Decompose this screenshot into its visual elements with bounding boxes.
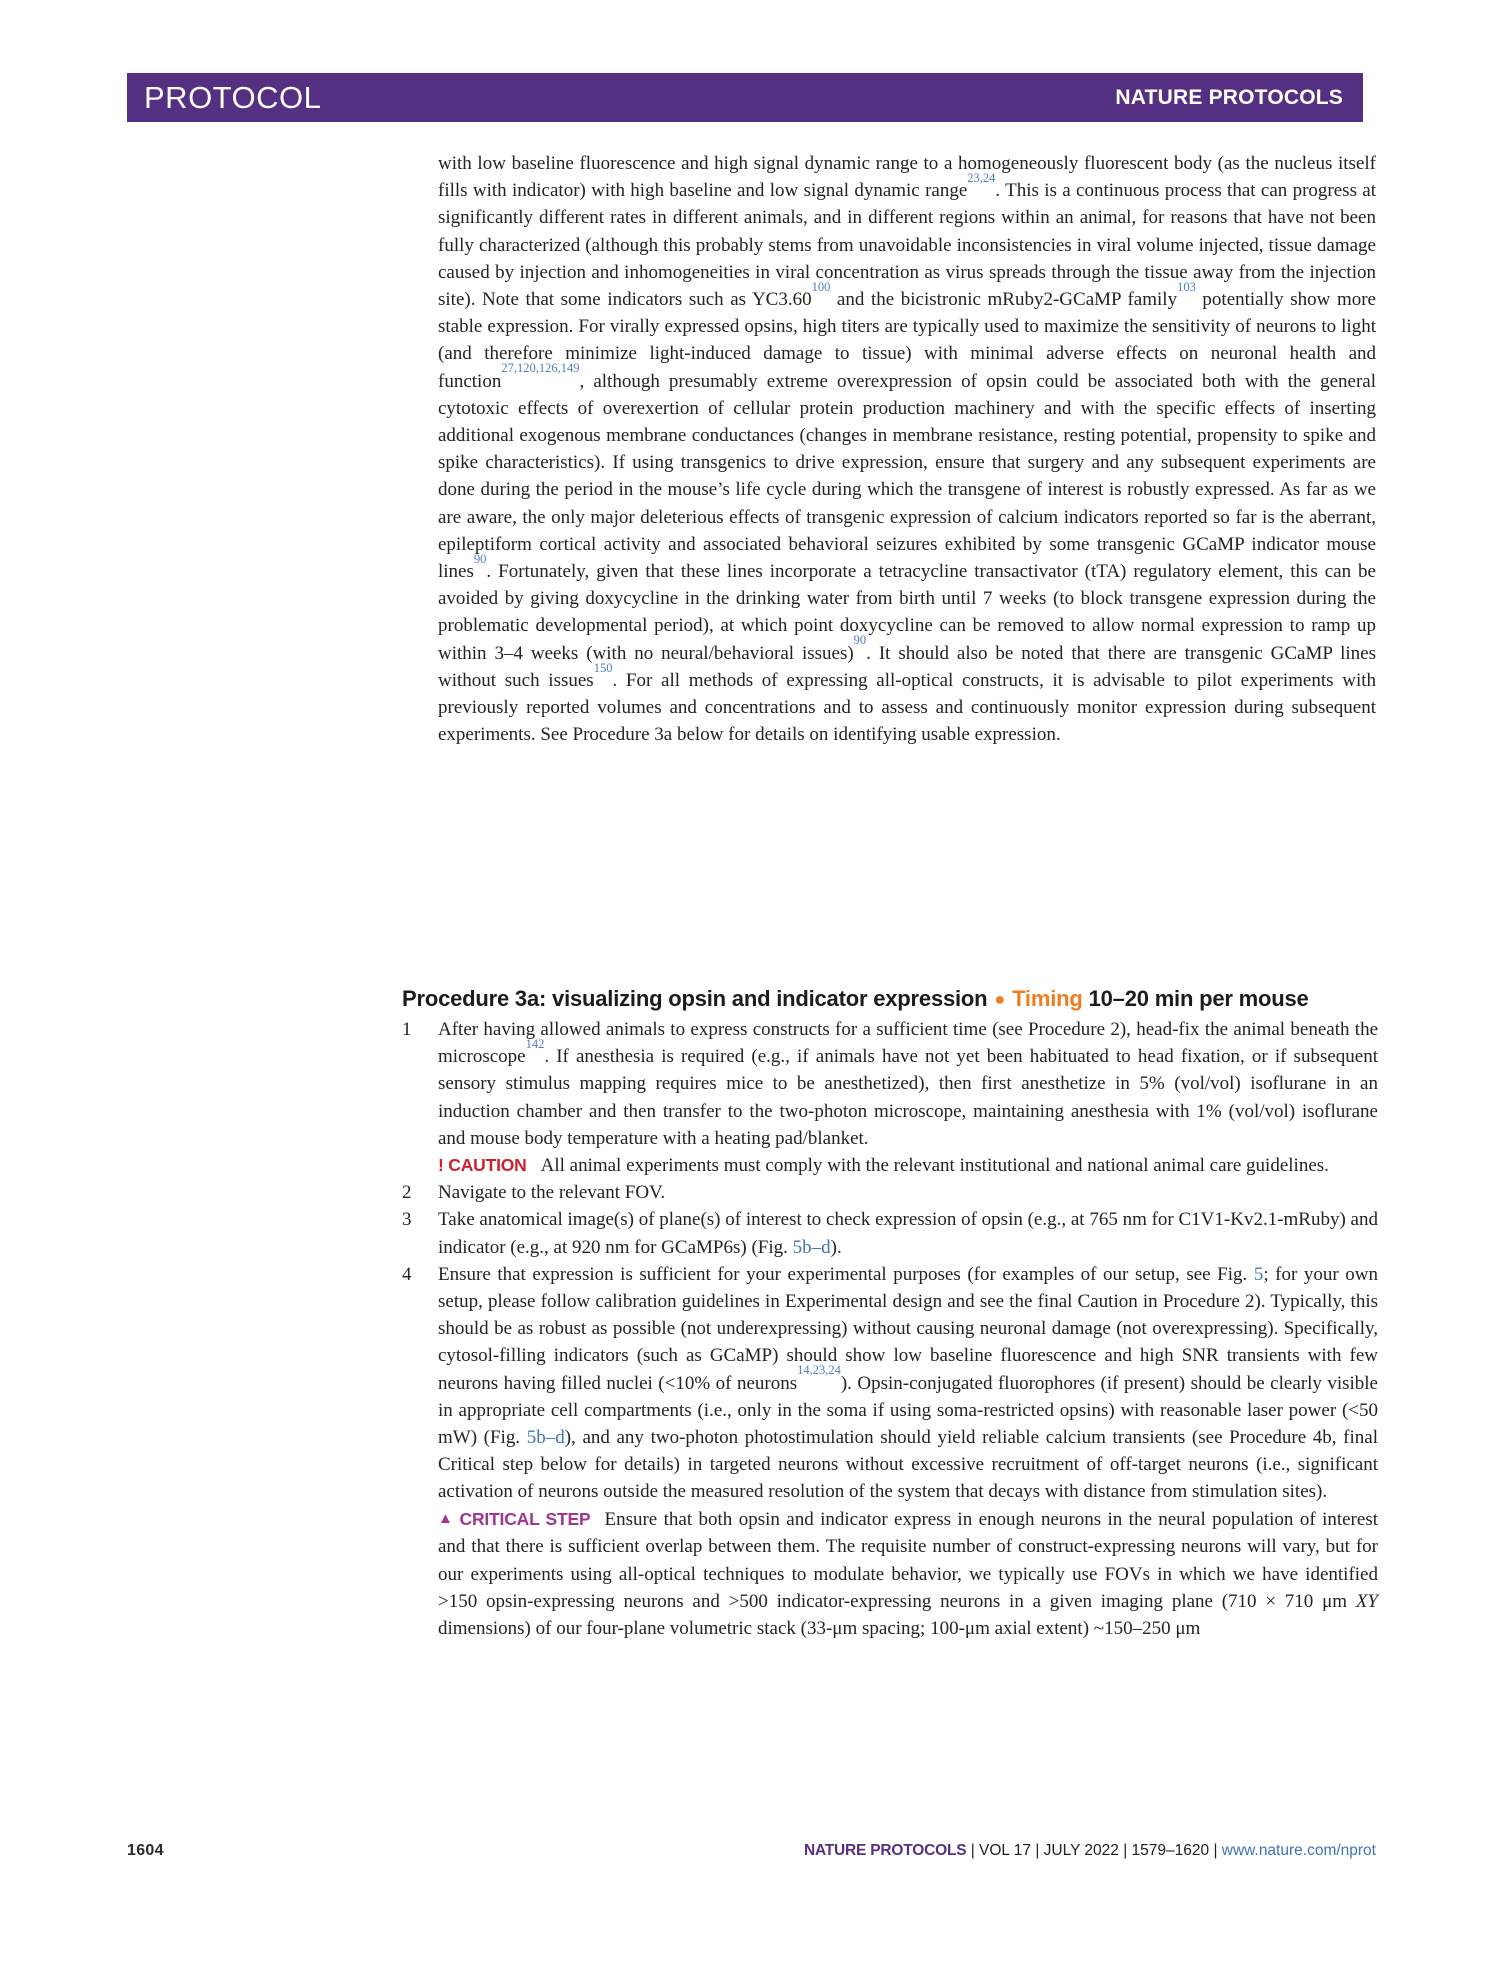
- footer-url[interactable]: www.nature.com/nprot: [1221, 1842, 1376, 1859]
- step-item-4: [402, 1261, 1378, 1642]
- citation-ref[interactable]: 14,23,24: [797, 1363, 841, 1378]
- critical-step-note: [438, 1506, 1378, 1643]
- page-number: 1604: [127, 1842, 164, 1859]
- header-bar: [127, 73, 1363, 122]
- steps-list: [402, 1016, 1378, 1642]
- citation-ref[interactable]: 142: [525, 1036, 545, 1051]
- figure-link[interactable]: 5b–d: [792, 1236, 831, 1258]
- step-text: [438, 1179, 1378, 1206]
- step-item-1: [402, 1016, 1378, 1179]
- figure-link[interactable]: 5: [1253, 1263, 1264, 1285]
- step-paragraph: Take anatomical image(s) of plane(s) of interest to check expression of opsin (e.g., at 765 nm for C1V1-Kv2.1-mRuby) and indicator (e.g., at 920 nm for GCaMP6s) (Fig. 5b–d).: [438, 1209, 1378, 1258]
- citation-ref[interactable]: 23,24: [967, 170, 996, 185]
- heading-title: Procedure 3a: visualizing opsin and indicator expression: [402, 986, 988, 1011]
- critical-triangle-icon: ▲: [438, 1511, 455, 1528]
- step-paragraph: Navigate to the relevant FOV.: [438, 1182, 666, 1204]
- citation-ref[interactable]: 100: [811, 279, 831, 294]
- step-text: [438, 1016, 1378, 1179]
- caution-text: All animal experiments must comply with the relevant institutional and national animal care guidelines.: [540, 1155, 1329, 1177]
- citation-ref[interactable]: 150: [593, 660, 613, 675]
- italic-text: XY: [1355, 1590, 1378, 1612]
- intro-paragraph: with low baseline fluorescence and high signal dynamic range to a homogeneously fluorescent body (as the nucleus itself fills with indicator) with high baseline and low signal dynamic range$^{23,24}$. This is a continuous process that can progress at significantly different rates in different animals, and in different regions within an animal, for reasons that have not been fully characterized (although this probably stems from unavoidable inconsistencies in viral volume injected, tissue damage caused by injection and inhomogeneities in viral concentration as virus spreads through the tissue away from the injection site). Note that some indicators such as YC3.60$^{100}$ and the bicistronic mRuby2-GCaMP family$^{103}$ potentially show more stable expression. For virally expressed opsins, high titers are typically used to maximize the sensitivity of neurons to light (and therefore minimize light-induced damage to tissue) with minimal adverse effects on neuronal health and function$^{27,120,126,149}$, although presumably extreme overexpression of opsin could be associated both with the general cytotoxic effects of overexertion of cellular protein production machinery and with the specific effects of inserting additional exogenous membrane conductances (changes in membrane resistance, resting potential, propensity to spike and spike characteristics). If using transgenics to drive expression, ensure that surgery and any subsequent experiments are done during the period in the mouse’s life cycle during which the transgene of interest is robustly expressed. As far as we are aware, the only major deleterious effects of transgenic expression of calcium indicators reported so far is the aberrant, epileptiform cortical activity and associated behavioral seizures exhibited by some transgenic GCaMP indicator mouse lines$^{90}$. Fortunately, given that these lines incorporate a tetracycline transactivator (tTA) regulatory element, this can be avoided by giving doxycycline in the drinking water from birth until 7 weeks (to block transgene expression during the problematic developmental period), at which point doxycycline can be removed to allow normal expression to ramp up within 3–4 weeks (with no neural/behavioral issues)$^{90}$. It should also be noted that there are transgenic GCaMP lines without such issues$^{150}$. For all methods of expressing all-optical constructs, it is advisable to pilot experiments with previously reported volumes and concentrations and to assess and continuously monitor expression during subsequent experiments. See Procedure 3a below for details on identifying usable expression.: [438, 153, 1377, 746]
- section-heading: [402, 984, 1378, 1014]
- caution-note: [438, 1152, 1378, 1179]
- caution-label: ! CAUTION: [438, 1155, 527, 1176]
- step-text: [438, 1206, 1378, 1260]
- critical-text: Ensure that both opsin and indicator express in enough neurons in the neural population of interest and that there is sufficient overlap between them. The requisite number of construct-expressing neurons will vary, but for our experiments using all-optical techniques to modulate behavior, we typically use FOVs in which we have identified >150 opsin-expressing neurons and >500 indicator-expressing neurons in a given imaging plane (710 × 710 μm XY dimensions) of our four-plane volumetric stack (33-μm spacing; 100-μm axial extent) ~150–250 μm: [438, 1508, 1378, 1639]
- footer-journal: NATURE PROTOCOLS: [803, 1842, 967, 1859]
- step-number: 1: [402, 1019, 412, 1040]
- step-number: 3: [402, 1209, 412, 1231]
- step-paragraph: Ensure that expression is sufficient for your experimental purposes (for examples of our setup, see Fig. 5; for your own setup, please follow calibration guidelines in Experimental design and see the final Caution in Procedure 2). Typically, this should be as robust as possible (not underexpressing) without causing neuronal damage (not overexpressing). Specifically, cytosol-filling indicators (such as GCaMP) should show low baseline fluorescence and high SNR transients with few neurons having filled nuclei (<10% of neurons$^{14,23,24}$). Opsin-conjugated fluorophores (if present) should be clearly visible in appropriate cell compartments (i.e., only in the soma if using soma-restricted opsins) with reasonable laser power (<50 mW) (Fig. 5b–d), and any two-photon photostimulation should yield reliable calcium transients (see Procedure 4b, final Critical step below for details) in targeted neurons without excessive recruitment of off-target neurons (i.e., significant activation of neurons outside the measured resolution of the system that decays with distance from stimulation sites).: [438, 1263, 1379, 1503]
- timing-value: 10–20 min per mouse: [1088, 986, 1309, 1011]
- footer: [127, 1842, 1376, 1860]
- citation-ref[interactable]: 103: [1177, 279, 1196, 294]
- figure-link[interactable]: 5b–d: [526, 1427, 565, 1449]
- step-number: 4: [402, 1263, 412, 1285]
- step-paragraph: After having allowed animals to express constructs for a sufficient time (see Procedure 2), head-fix the animal beneath the microscope$^{142}$. If anesthesia is required (e.g., if animals have not yet been habituated to head fixation, or if subsequent sensory stimulus mapping requires mice to be anesthetized), then first anesthetize in 5% (vol/vol) isoflurane in an induction chamber and then transfer to the two-photon microscope, maintaining anesthesia with 1% (vol/vol) isoflurane and mouse body temperature with a heating pad/blanket.: [438, 1019, 1378, 1149]
- citation-ref[interactable]: 27,120,126,149: [501, 361, 580, 376]
- protocol-label: PROTOCOL: [144, 79, 322, 115]
- timing-label: Timing: [1012, 986, 1083, 1011]
- critical-label: CRITICAL STEP: [459, 1508, 591, 1529]
- step-number: 2: [402, 1182, 412, 1204]
- timing-bullet-icon: ●: [994, 989, 1006, 1009]
- citation-ref[interactable]: 90: [473, 551, 487, 566]
- footer-journal-line: [804, 1842, 1376, 1860]
- footer-meta: | VOL 17 | JULY 2022 | 1579–1620 |: [966, 1842, 1222, 1859]
- journal-brand-label: NATURE PROTOCOLS: [1115, 85, 1343, 109]
- citation-ref[interactable]: 90: [853, 633, 867, 648]
- step-text: [438, 1261, 1378, 1642]
- step-item-3: [402, 1206, 1378, 1260]
- step-item-2: [402, 1179, 1378, 1206]
- procedure-section: [402, 984, 1378, 1642]
